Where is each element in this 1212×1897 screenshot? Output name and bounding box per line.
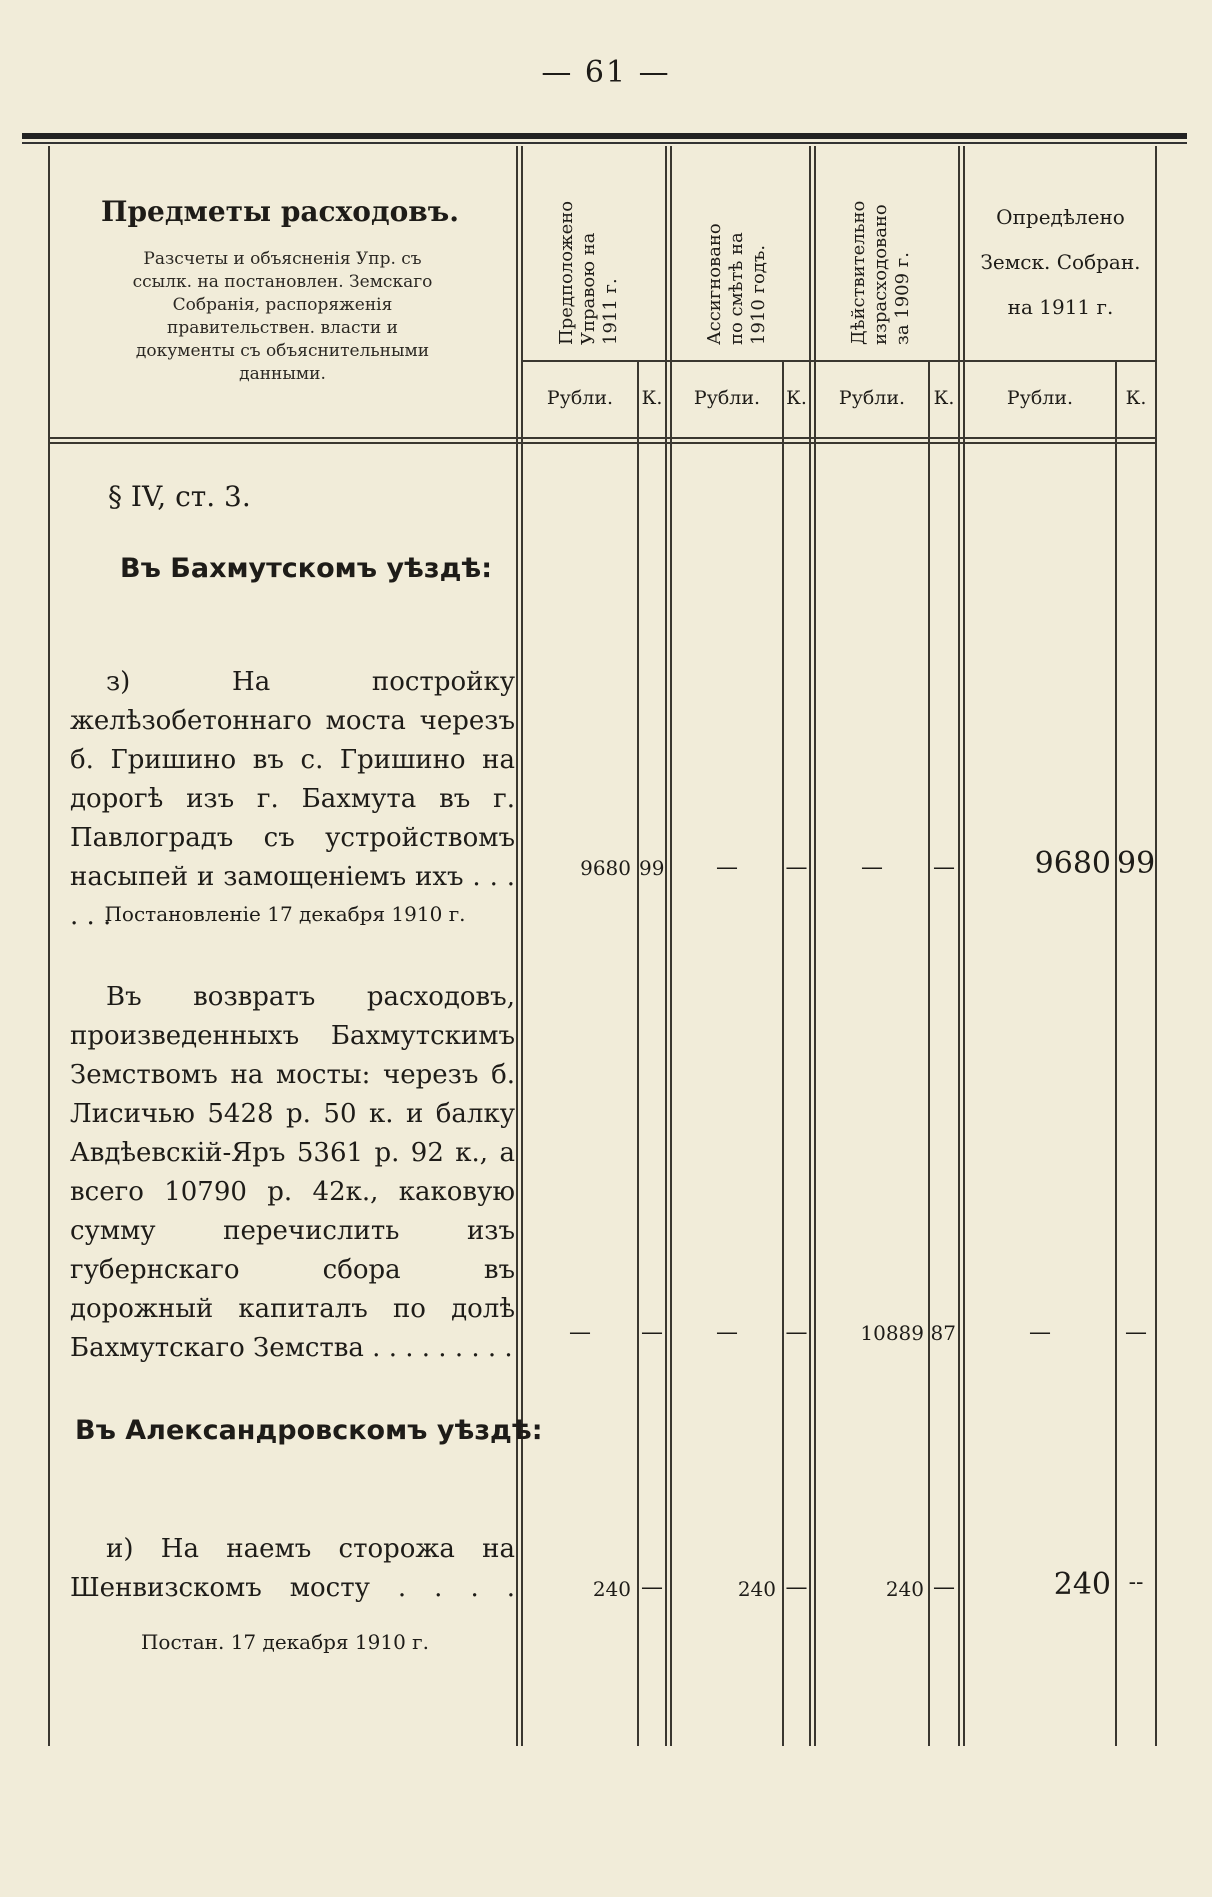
item-z-note: Постановленіе 17 декабря 1910 г. — [104, 902, 466, 926]
item-i-col2-rub: 240 — [737, 1577, 776, 1601]
grid-line — [928, 360, 930, 1746]
item-refund-col4-kop: — — [1125, 1320, 1147, 1345]
item-refund-col3-kop: 87 — [930, 1321, 956, 1345]
item-i-col1-rub: 240 — [592, 1577, 631, 1601]
col1-rub-label: Рубли. — [546, 387, 614, 409]
item-z-col3-kop: — — [933, 855, 955, 880]
item-i-col3-rub: 240 — [885, 1577, 924, 1601]
grid-line — [963, 146, 965, 1746]
header-subtitle: Разсчеты и объясненія Упр. съ ссылк. на постановлен. Земскаго Собранія, распоряженія правительствен. власти и документы съ объяснительными данными. — [132, 249, 433, 384]
item-z-col1-kop: 99 — [639, 856, 665, 880]
item-refund-col2-kop: — — [785, 1320, 808, 1345]
section-heading: § IV, ст. 3. — [108, 480, 251, 513]
item-refund-col3-rub: 10889 — [860, 1321, 924, 1345]
item-refund-col1-kop: — — [641, 1320, 663, 1345]
grid-line — [670, 146, 672, 1746]
col2-header: Ассигновано по смѣтѣ на 1910 годъ. — [704, 223, 769, 345]
grid-line — [1155, 146, 1157, 1746]
top-rule — [22, 133, 1187, 139]
col2-kop-label: К. — [786, 387, 807, 409]
grid-line — [1115, 360, 1117, 1746]
header-sub-line — [521, 360, 1155, 362]
item-z-col2-rub: — — [716, 855, 738, 880]
item-refund-col4-rub: — — [1029, 1320, 1051, 1345]
item-i-note: Постан. 17 декабря 1910 г. — [140, 1630, 429, 1654]
col4-rub-label: Рубли. — [1006, 387, 1074, 409]
item-i-text: и) На наемъ сторожа на Шенвизскомъ мосту . . . . — [70, 1534, 515, 1603]
col1-header: Предположено Управою на 1911 г. — [556, 200, 621, 345]
grid-line — [814, 146, 816, 1746]
grid-line — [516, 146, 518, 1746]
item-z-col3-rub: — — [861, 855, 883, 880]
col3-rub-label: Рубли. — [838, 387, 906, 409]
page-number: — 61 — — [541, 55, 671, 90]
item-z-col4-kop: 99 — [1117, 846, 1156, 881]
item-i-col3-kop: — — [933, 1575, 955, 1600]
grid-line — [637, 360, 639, 1746]
grid-line — [958, 146, 960, 1746]
grid-line — [48, 146, 50, 1746]
item-i-col4-kop: -- — [1128, 1570, 1144, 1595]
col3-kop-label: К. — [933, 387, 955, 409]
item-z-col4-rub: 9680 — [1034, 846, 1111, 881]
item-refund-col1-rub: — — [569, 1320, 591, 1345]
col4-kop-label: К. — [1125, 387, 1147, 409]
col3-header: Дѣйствительно израсходовано за 1909 г. — [848, 200, 913, 345]
header-bottom-line-2 — [48, 442, 1155, 444]
item-refund-text: Въ возвратъ расходовъ, произведенныхъ Бахмутскимъ Земствомъ на мосты: черезъ б. Лисичью 5428 р. 50 к. и балку Авдѣевскій-Яръ 5361 р. 92 к., а всего 10790 р. 42к., каковую сумму перечислить изъ губернскаго сбора въ дорожный капиталъ по долѣ Бахмутскаго Земства . . . . . . . . . — [70, 982, 515, 1363]
grid-line — [521, 146, 523, 1746]
item-i-col2-kop: — — [785, 1575, 808, 1600]
item-z-text: з) На постройку желѣзобетоннаго моста черезъ б. Гришино въ с. Гришино на дорогѣ изъ г. Бахмута въ г. Павлоградъ съ устройствомъ насыпей и замощеніемъ ихъ . . . . . . — [70, 667, 515, 931]
grid-line — [665, 146, 667, 1746]
item-i-col4-rub: 240 — [1053, 1567, 1111, 1602]
uezd-heading-alexandrovsk: Въ Александровскомъ уѣздѣ: — [75, 1415, 543, 1446]
col4-header: Опредѣлено Земск. Собран. на 1911 г. — [980, 205, 1141, 319]
col2-rub-label: Рубли. — [693, 387, 761, 409]
uezd-heading-bakhmut: Въ Бахмутскомъ уѣздѣ: — [120, 553, 493, 584]
grid-line — [809, 146, 811, 1746]
top-rule-thin — [22, 142, 1187, 144]
col1-kop-label: К. — [641, 387, 663, 409]
item-refund-col2-rub: — — [716, 1320, 738, 1345]
header-bottom-line — [48, 437, 1155, 439]
item-i-col1-kop: — — [641, 1575, 663, 1600]
grid-line — [782, 360, 784, 1746]
item-z-col2-kop: — — [785, 855, 808, 880]
item-z-col1-rub: 9680 — [580, 856, 631, 880]
header-title: Предметы расходовъ. — [101, 195, 459, 228]
